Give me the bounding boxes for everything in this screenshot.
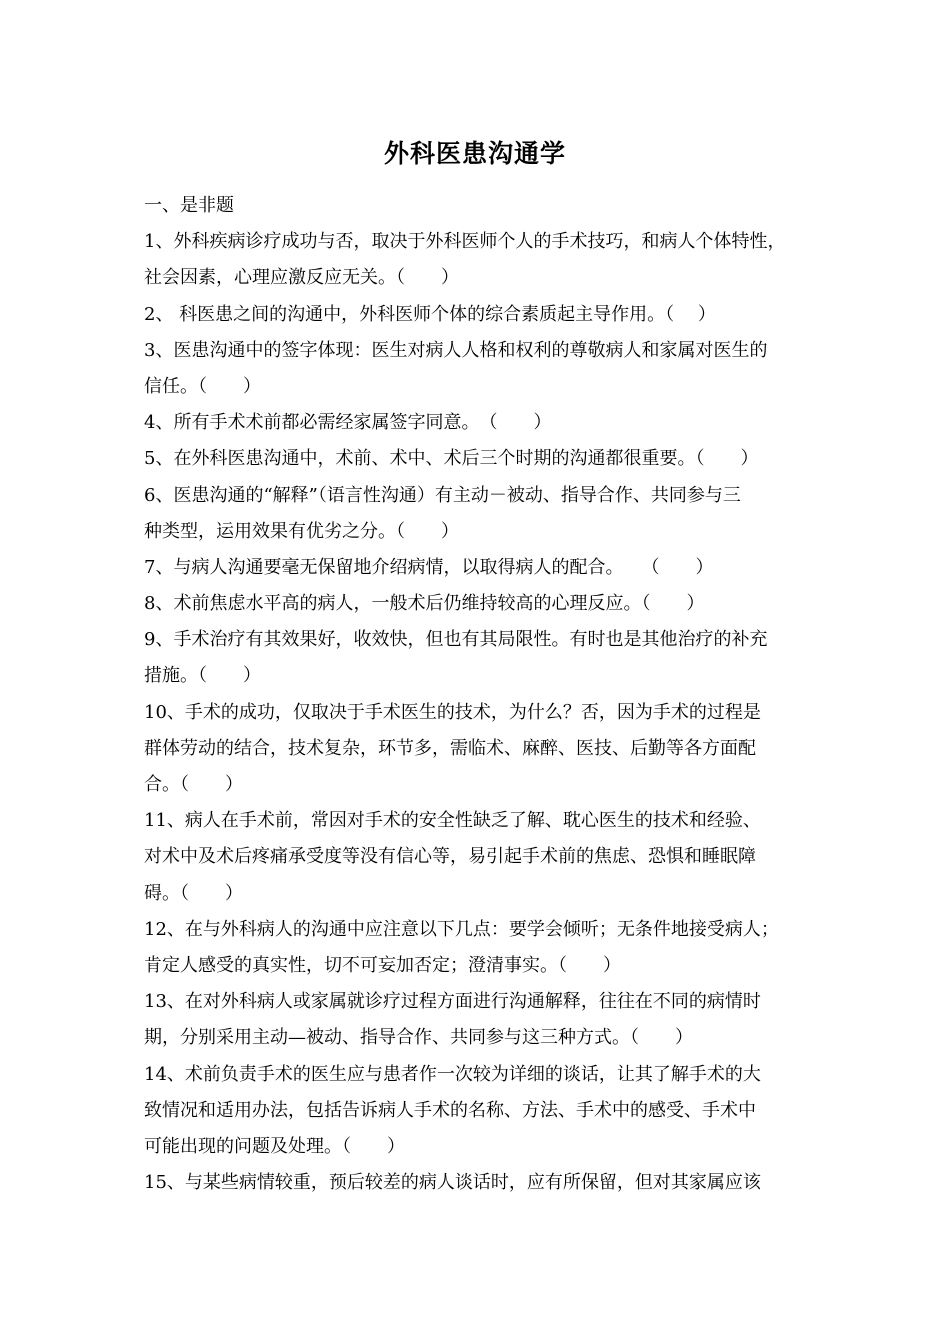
question-text-line: 15、与某些病情较重，预后较差的病人谈话时，应有所保留，但对其家属应该: [144, 1172, 761, 1194]
question-text-line: 措施。（ ）: [144, 665, 261, 687]
question-text-line: 2、 科医患之间的沟通中，外科医师个体的综合素质起主导作用。（ ）: [144, 303, 716, 325]
question-text-line: 10、手术的成功，仅取决于手术医生的技术，为什么？否，因为手术的过程是: [144, 701, 761, 723]
question-text-line: 1、外科疾病诊疗成功与否，取决于外科医师个人的手术技巧，和病人个体特性，: [144, 231, 786, 253]
document-body: [144, 188, 809, 1201]
question-text-line: 6、医患沟通的“解释”（语言性沟通）有主动－被动、指导合作、共同参与三: [144, 484, 741, 506]
question-text-line: 碍。（ ）: [144, 882, 243, 904]
question-text-line: 对术中及术后疼痛承受度等没有信心等，易引起手术前的焦虑、恐惧和睡眠障: [144, 846, 756, 868]
question-text-line: 期，分别采用主动—被动、指导合作、共同参与这三种方式。（ ）: [144, 1027, 693, 1049]
question-text-line: 种类型，运用效果有优劣之分。（ ）: [144, 520, 459, 542]
question-text-line: 8、术前焦虑水平高的病人，一般术后仍维持较高的心理反应。（ ）: [144, 593, 705, 615]
question-text-line: 4、所有手术术前都必需经家属签字同意。 （ ）: [144, 412, 552, 434]
question-text-line: 可能出现的问题及处理。（ ）: [144, 1135, 405, 1157]
question-text-line: 14、术前负责手术的医生应与患者作一次较为详细的谈话，让其了解手术的大: [144, 1063, 761, 1085]
question-text-line: 合。（ ）: [144, 774, 243, 795]
document-title: 外科医患沟通学: [383, 139, 566, 168]
question-text-line: 信任。（ ）: [144, 375, 261, 397]
section-heading: 一、是非题: [144, 195, 234, 216]
question-text-line: 9、手术治疗有其效果好，收效快，但也有其局限性。有时也是其他治疗的补充: [144, 629, 768, 651]
question-text-line: 12、在与外科病人的沟通中应注意以下几点：要学会倾听；无条件地接受病人；: [144, 918, 779, 940]
question-text-line: 致情况和适用办法，包括告诉病人手术的名称、方法、手术中的感受、手术中: [144, 1099, 756, 1121]
question-text-line: 3、医患沟通中的签字体现：医生对病人人格和权利的尊敬病人和家属对医生的: [144, 339, 768, 361]
question-text-line: 11、病人在手术前，常因对手术的安全性缺乏了解、耽心医生的技术和经验、: [144, 810, 761, 832]
question-text-line: 肯定人感受的真实性，切不可妄加否定；澄清事实。（ ）: [144, 954, 621, 976]
question-text-line: 5、在外科医患沟通中，术前、术中、术后三个时期的沟通都很重要。（ ）: [144, 448, 759, 470]
question-text-line: 社会因素，心理应激反应无关。（ ）: [144, 267, 459, 289]
question-text-line: 群体劳动的结合，技术复杂，环节多，需临术、麻醉、医技、后勤等各方面配: [144, 737, 756, 759]
question-text-line: 7、与病人沟通要毫无保留地介绍病情，以取得病人的配合。 （ ）: [144, 556, 714, 578]
question-text-line: 13、在对外科病人或家属就诊疗过程方面进行沟通解释，往往在不同的病情时: [144, 991, 761, 1013]
